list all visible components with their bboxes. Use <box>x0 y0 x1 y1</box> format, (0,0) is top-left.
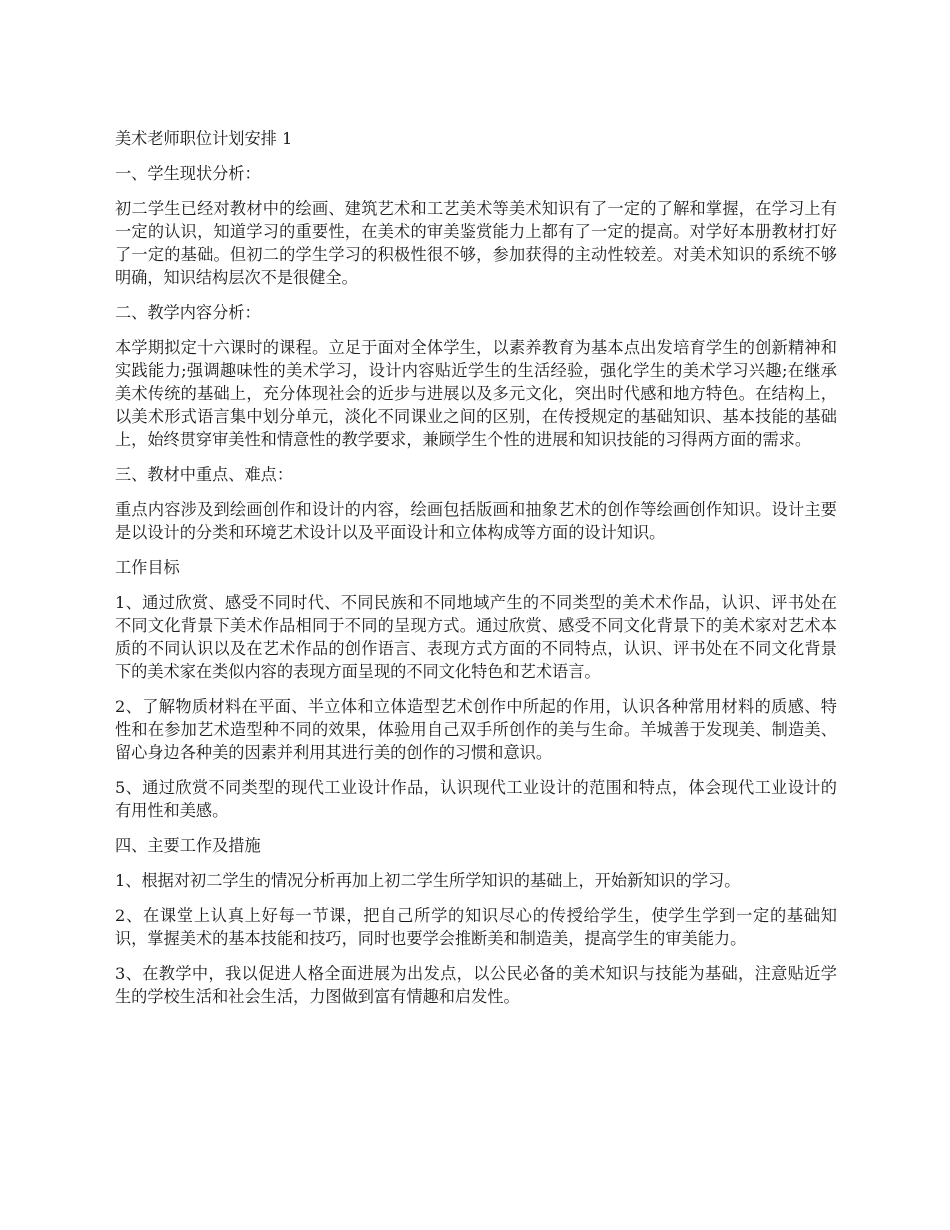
paragraph-measure-3: 3、在教学中，我以促进人格全面进展为出发点，以公民必备的美术知识与技能为基础，注意贴近学生的学校生活和社会生活，力图做到富有情趣和启发性。 <box>115 964 837 1006</box>
paragraph-key-points: 重点内容涉及到绘画创作和设计的内容，绘画包括版画和抽象艺术的创作等绘画创作知识。设计主要是以设计的分类和环境艺术设计以及平面设计和立体构成等方面的设计知识。 <box>115 500 837 542</box>
section-heading-key-points: 三、教材中重点、难点： <box>115 465 294 484</box>
document-title: 美术老师职位计划安排 1 <box>115 129 293 148</box>
section-heading-work-goals: 工作目标 <box>115 558 180 577</box>
paragraph-goal-2: 2、了解物质材料在平面、半立体和立体造型艺术创作中所起的作用，认识各种常用材料的质感、特性和在参加艺术造型种不同的效果，体验用自己双手所创作的美与生命。羊城善于发现美、制造美、留心身边各种美的因素并利用其进行美的创作的习惯和意识。 <box>115 697 837 762</box>
paragraph-measure-2: 2、在课堂上认真上好每一节课，把自己所学的知识尽心的传授给学生，使学生学到一定的基础知识，掌握美术的基本技能和技巧，同时也要学会推断美和制造美，提高学生的审美能力。 <box>115 906 837 948</box>
paragraph-measure-1: 1、根据对初二学生的情况分析再加上初二学生所学知识的基础上，开始新知识的学习。 <box>115 871 741 890</box>
section-heading-student-analysis: 一、学生现状分析： <box>115 164 261 183</box>
paragraph-goal-5: 5、通过欣赏不同类型的现代工业设计作品，认识现代工业设计的范围和特点，体会现代工业设计的有用性和美感。 <box>115 778 837 820</box>
section-heading-content-analysis: 二、教学内容分析： <box>115 303 261 322</box>
paragraph-content-analysis: 本学期拟定十六课时的课程。立足于面对全体学生，以素养教育为基本点出发培育学生的创新精神和实践能力;强调趣味性的美术学习，设计内容贴近学生的生活经验，强化学生的美术学习兴趣;在继承美术传统的基础上，充分体现社会的近步与进展以及多元文化，突出时代感和地方特色。在结构上，以美术形式语言集中划分单元，淡化不同课业之间的区别，在传授规定的基础知识、基本技能的基础上，始终贯穿审美性和情意性的教学要求，兼顾学生个性的进展和知识技能的习得两方面的需求。 <box>115 338 837 449</box>
paragraph-student-analysis: 初二学生已经对教材中的绘画、建筑艺术和工艺美术等美术知识有了一定的了解和掌握，在学习上有一定的认识，知道学习的重要性，在美术的审美鉴赏能力上都有了一定的提高。对学好本册教材打好了一定的基础。但初二的学生学习的积极性很不够，参加获得的主动性较差。对美术知识的系统不够明确，知识结构层次不是很健全。 <box>115 199 837 287</box>
paragraph-goal-1: 1、通过欣赏、感受不同时代、不同民族和不同地域产生的不同类型的美术术作品，认识、评书处在不同文化背景下美术作品相同于不同的呈现方式。通过欣赏、感受不同文化背景下的美术家对艺术本质的不同认识以及在艺术作品的创作语言、表现方式方面的不同特点，认识、评书处在不同文化背景下的美术家在类似内容的表现方面呈现的不同文化特色和艺术语言。 <box>115 593 837 681</box>
section-heading-measures: 四、主要工作及措施 <box>115 836 261 855</box>
document-page <box>115 127 837 1020</box>
